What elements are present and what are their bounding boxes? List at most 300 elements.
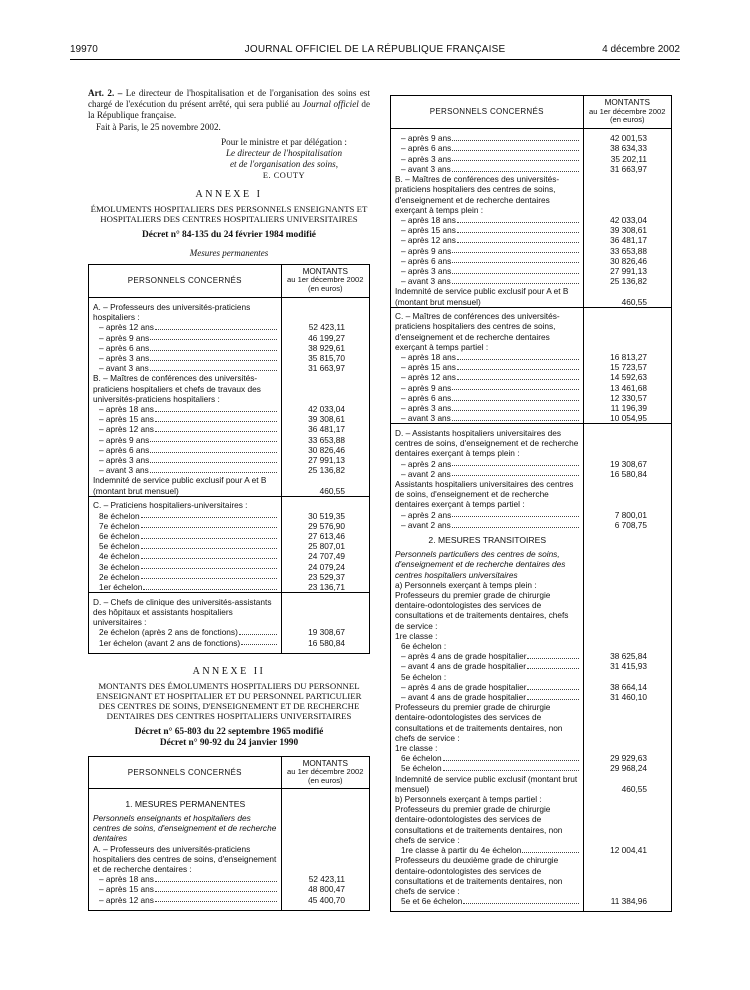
row-value: 7 800,01 bbox=[614, 509, 647, 520]
dot-leader bbox=[155, 884, 277, 892]
row-value-cell bbox=[583, 311, 671, 352]
table-row bbox=[391, 804, 671, 845]
row-label-cell bbox=[391, 794, 583, 804]
row-value-cell bbox=[281, 844, 369, 875]
row-label: – après 9 ans bbox=[401, 133, 452, 144]
table-header-row bbox=[391, 96, 671, 128]
row-label-dotted bbox=[395, 845, 580, 855]
row-label-cell bbox=[391, 215, 583, 225]
row-label-dotted bbox=[395, 661, 580, 671]
annexe-2-decret-1: Décret n° 65-803 du 22 septembre 1965 modifié bbox=[134, 726, 324, 737]
row-value-cell bbox=[583, 352, 671, 362]
row-label: – après 12 ans bbox=[401, 372, 456, 383]
row-value-cell bbox=[583, 520, 671, 530]
row-label-dotted bbox=[93, 531, 278, 541]
row-value-cell bbox=[281, 874, 369, 884]
row-label-cell bbox=[391, 855, 583, 896]
row-value-cell bbox=[281, 794, 369, 813]
row-label: 1er échelon bbox=[99, 581, 143, 592]
signature-line-1: Pour le ministre et par délégation : bbox=[221, 136, 347, 147]
row-label-dotted bbox=[395, 225, 580, 235]
row-value-cell bbox=[583, 403, 671, 413]
table-row bbox=[89, 572, 369, 582]
row-label-dotted bbox=[93, 884, 278, 894]
row-value: 11 384,96 bbox=[610, 896, 647, 907]
table-row bbox=[391, 372, 671, 382]
row-label-dotted bbox=[395, 215, 580, 225]
row-value: 460,55 bbox=[621, 783, 647, 794]
table-row bbox=[89, 531, 369, 541]
row-label-cell bbox=[89, 333, 281, 343]
dot-leader bbox=[155, 424, 277, 432]
dot-leader bbox=[452, 403, 578, 411]
table-row bbox=[391, 845, 671, 855]
row-value-cell bbox=[583, 661, 671, 671]
table-row bbox=[391, 763, 671, 773]
row-value: 16 580,84 bbox=[610, 468, 647, 479]
row-label: – avant 4 ans de grade hospitalier bbox=[401, 661, 527, 672]
row-label-cell bbox=[89, 562, 281, 572]
row-value-cell bbox=[281, 435, 369, 445]
row-label: 1er échelon (avant 2 ans de fonctions) bbox=[99, 637, 241, 648]
row-label-dotted bbox=[395, 510, 580, 520]
row-value: 48 800,47 bbox=[308, 884, 345, 895]
row-label-cell bbox=[391, 520, 583, 530]
table-row bbox=[391, 235, 671, 245]
row-label-dotted bbox=[395, 246, 580, 256]
row-value: 29 576,90 bbox=[308, 520, 345, 531]
spacer-cell bbox=[89, 648, 281, 653]
row-label-cell bbox=[391, 672, 583, 682]
table-row bbox=[391, 383, 671, 393]
signature-line-2: Le directeur de l'hospitalisation bbox=[225, 147, 343, 158]
row-label-dotted bbox=[93, 333, 278, 343]
row-value-cell bbox=[281, 404, 369, 414]
row-label-dotted bbox=[395, 143, 580, 153]
row-label: 1re classe : bbox=[395, 743, 438, 754]
row-value-cell bbox=[583, 753, 671, 763]
row-label-dotted bbox=[395, 520, 580, 530]
row-label: – avant 2 ans bbox=[401, 468, 451, 479]
table-row bbox=[89, 435, 369, 445]
table-row bbox=[391, 276, 671, 286]
table-row bbox=[89, 455, 369, 465]
row-label: Indemnité de service public exclusif pour A et B (montant brut mensuel) bbox=[93, 475, 267, 496]
table-row bbox=[391, 672, 671, 682]
table-row bbox=[391, 631, 671, 641]
row-label: – après 9 ans bbox=[401, 382, 452, 393]
row-value: 12 004,41 bbox=[610, 845, 647, 856]
dot-leader bbox=[150, 445, 276, 453]
dot-leader bbox=[141, 562, 277, 570]
row-value: 52 423,11 bbox=[308, 874, 345, 885]
table-row bbox=[89, 414, 369, 424]
row-label-dotted bbox=[93, 582, 278, 592]
row-sublabel: 5e échelon : bbox=[401, 671, 447, 682]
row-value-cell bbox=[583, 383, 671, 393]
dot-leader bbox=[141, 531, 277, 539]
table-row bbox=[391, 143, 671, 153]
row-label: – après 12 ans bbox=[99, 322, 154, 333]
row-value: 31 460,10 bbox=[610, 692, 647, 703]
spacer-cell bbox=[89, 905, 281, 910]
row-value-cell bbox=[281, 884, 369, 894]
row-value: 16 813,27 bbox=[610, 352, 647, 363]
col-header-montants-l1: MONTANTS bbox=[604, 98, 650, 107]
row-sublabel: 6e échelon : bbox=[401, 641, 447, 652]
row-value-cell bbox=[583, 672, 671, 682]
row-value-cell bbox=[281, 813, 369, 844]
table-row bbox=[89, 404, 369, 414]
signature-block bbox=[198, 137, 370, 181]
table-row bbox=[391, 164, 671, 174]
row-value: 42 001,53 bbox=[610, 133, 647, 144]
header-rule bbox=[70, 59, 680, 60]
row-value-cell bbox=[281, 343, 369, 353]
row-value-cell bbox=[281, 562, 369, 572]
dot-leader bbox=[150, 363, 277, 371]
row-label: Professeurs du deuxième grade de chirurgie dentaire-odontologistes des services de consultations et de traitements dentaires, non chefs de service : bbox=[395, 855, 563, 896]
row-label-cell bbox=[89, 551, 281, 561]
row-value: 45 400,70 bbox=[308, 894, 345, 905]
row-label-cell bbox=[391, 530, 583, 549]
row-value-cell bbox=[281, 373, 369, 404]
row-label-cell bbox=[391, 311, 583, 352]
table-row bbox=[89, 322, 369, 332]
row-label-cell bbox=[89, 353, 281, 363]
row-value-cell bbox=[281, 511, 369, 521]
row-label: – après 6 ans bbox=[401, 392, 452, 403]
row-label-cell bbox=[391, 174, 583, 215]
row-label: b) Personnels exerçant à temps partiel : bbox=[395, 794, 542, 805]
row-value-cell bbox=[583, 763, 671, 773]
dot-leader bbox=[522, 845, 578, 853]
row-label: – après 2 ans bbox=[401, 458, 452, 469]
row-label-cell bbox=[391, 256, 583, 266]
row-value: 23 529,37 bbox=[308, 571, 345, 582]
row-value-cell bbox=[583, 641, 671, 651]
table-row bbox=[89, 521, 369, 531]
table-row bbox=[391, 580, 671, 590]
row-label-cell bbox=[391, 393, 583, 403]
table-row bbox=[89, 500, 369, 510]
row-label-cell bbox=[89, 404, 281, 414]
col-header-montants-l3: (en euros) bbox=[609, 115, 645, 125]
table-row bbox=[89, 465, 369, 475]
annexe-2-title: MONTANTS DES ÉMOLUMENTS HOSPITALIERS DU PERSONNEL ENSEIGNANT ET HOSPITALIER ET DU PERSONNEL PARTICULIER DES CENTRES DE SOINS, D'ENSEIGNEMENT ET DE RECHERCHE DENTAIRES DES CENTRES HOSPITALIERS UNIVERSITAIRES bbox=[96, 680, 362, 722]
table-annexe-2-continued bbox=[390, 95, 672, 912]
dot-leader bbox=[457, 362, 579, 370]
row-label-dotted bbox=[395, 276, 580, 286]
table-row bbox=[391, 520, 671, 530]
dot-leader bbox=[239, 627, 277, 635]
row-label: – après 6 ans bbox=[401, 255, 452, 266]
row-label: – après 18 ans bbox=[99, 874, 154, 885]
row-label-cell bbox=[391, 763, 583, 773]
row-value: 11 196,39 bbox=[610, 403, 647, 414]
row-value-cell bbox=[281, 597, 369, 628]
row-label: – avant 3 ans bbox=[99, 465, 149, 476]
dot-leader bbox=[457, 225, 579, 233]
dot-leader bbox=[155, 874, 277, 882]
dot-leader bbox=[457, 372, 579, 380]
table-header-row bbox=[89, 757, 369, 789]
row-label-dotted bbox=[93, 465, 278, 475]
dot-leader bbox=[141, 572, 277, 580]
row-label-dotted bbox=[93, 322, 278, 332]
row-value: 33 653,88 bbox=[610, 245, 647, 256]
row-value: 16 580,84 bbox=[308, 637, 345, 648]
table-row bbox=[391, 225, 671, 235]
row-value-cell bbox=[583, 479, 671, 510]
col-header-montants-l3: (en euros) bbox=[307, 283, 343, 293]
row-label-cell bbox=[391, 383, 583, 393]
row-value: 24 707,49 bbox=[308, 551, 345, 562]
row-label-dotted bbox=[395, 362, 580, 372]
dot-leader bbox=[457, 235, 579, 243]
row-label: 7e échelon bbox=[99, 520, 140, 531]
row-value-cell bbox=[583, 580, 671, 590]
row-value: 14 592,63 bbox=[610, 372, 647, 383]
row-label: – après 4 ans de grade hospitalier bbox=[401, 681, 527, 692]
row-value: 30 826,46 bbox=[308, 444, 345, 455]
row-label-cell bbox=[391, 651, 583, 661]
row-label-dotted bbox=[395, 651, 580, 661]
row-label: 6e échelon bbox=[401, 753, 442, 764]
row-label-cell bbox=[391, 641, 583, 651]
annexe-1-decret: Décret n° 84-135 du 24 février 1984 modifié bbox=[142, 230, 316, 241]
row-label-cell bbox=[89, 302, 281, 322]
table-row bbox=[391, 549, 671, 580]
row-label: – après 15 ans bbox=[99, 884, 154, 895]
spacer-cell bbox=[583, 906, 671, 911]
row-label-dotted bbox=[93, 414, 278, 424]
table-annexe-1 bbox=[88, 264, 370, 654]
row-label: 8e échelon bbox=[99, 510, 140, 521]
row-label: – après 15 ans bbox=[99, 414, 154, 425]
row-label-dotted bbox=[395, 235, 580, 245]
row-label: A. – Professeurs des universités-praticiens hospitaliers des centres de soins, d'enseignement et de recherche dentaires : bbox=[93, 843, 277, 875]
row-label: – après 3 ans bbox=[401, 265, 452, 276]
row-label: – après 6 ans bbox=[99, 444, 150, 455]
article-journal: Journal officiel bbox=[302, 99, 359, 110]
dot-leader bbox=[150, 353, 276, 361]
row-value-cell bbox=[281, 541, 369, 551]
row-label-dotted bbox=[395, 692, 580, 702]
table-row bbox=[89, 597, 369, 628]
section-subheading: Personnels enseignants et hospitaliers des centres de soins, d'enseignement et de recherche dentaires bbox=[93, 813, 277, 844]
section-subheading: Personnels particuliers des centres de soins, d'enseignement et de recherche dentaires des centres hospitaliers universitaires bbox=[395, 549, 566, 580]
dot-leader bbox=[143, 582, 276, 590]
dot-leader bbox=[452, 276, 579, 284]
row-label-cell bbox=[391, 133, 583, 143]
dot-leader bbox=[150, 465, 277, 473]
spacer-cell bbox=[281, 648, 369, 653]
row-label-cell bbox=[89, 424, 281, 434]
row-value-cell bbox=[583, 215, 671, 225]
table-row bbox=[89, 627, 369, 637]
article-text-1: Le directeur de l'hospitalisation et de l'organisation des soins est chargé de l'exécution du présent arrêté, qui sera publié au bbox=[88, 88, 370, 110]
row-value-cell bbox=[583, 428, 671, 459]
row-label-cell bbox=[391, 276, 583, 286]
table-row bbox=[391, 774, 671, 794]
row-value: 42 033,04 bbox=[610, 214, 647, 225]
row-label-dotted bbox=[395, 352, 580, 362]
row-label-dotted bbox=[395, 763, 580, 773]
row-value-cell bbox=[583, 413, 671, 424]
row-label-cell bbox=[89, 500, 281, 510]
dot-leader bbox=[155, 414, 277, 422]
row-label: 2e échelon (après 2 ans de fonctions) bbox=[99, 627, 238, 638]
row-label-dotted bbox=[395, 459, 580, 469]
row-label-dotted bbox=[93, 363, 278, 373]
row-label-dotted bbox=[93, 874, 278, 884]
row-value-cell bbox=[281, 638, 369, 648]
right-column bbox=[390, 95, 672, 912]
dot-leader bbox=[527, 661, 578, 669]
row-value: 42 033,04 bbox=[308, 404, 345, 415]
row-label: – avant 2 ans bbox=[401, 519, 451, 530]
row-label-dotted bbox=[395, 164, 580, 174]
row-value-cell bbox=[281, 475, 369, 496]
table-row bbox=[89, 562, 369, 572]
row-label-cell bbox=[89, 582, 281, 593]
table-row bbox=[89, 302, 369, 322]
row-label-cell bbox=[391, 469, 583, 479]
row-value: 19 308,67 bbox=[308, 627, 345, 638]
row-label-cell bbox=[89, 363, 281, 373]
row-label-cell bbox=[89, 627, 281, 637]
row-value-cell bbox=[281, 500, 369, 510]
table-row bbox=[89, 511, 369, 521]
row-value: 30 519,35 bbox=[308, 510, 345, 521]
dot-leader bbox=[457, 352, 579, 360]
table-row bbox=[391, 246, 671, 256]
row-value: 35 815,70 bbox=[308, 353, 345, 364]
table-spacer bbox=[89, 648, 369, 653]
row-value: 460,55 bbox=[319, 485, 345, 496]
row-label-dotted bbox=[395, 154, 580, 164]
table-row bbox=[89, 343, 369, 353]
row-label: D. – Chefs de clinique des universités-assistants des hôpitaux et assistants hospitaliers universitaires : bbox=[93, 596, 272, 628]
row-value-cell bbox=[281, 363, 369, 373]
row-value: 10 054,95 bbox=[610, 413, 647, 424]
row-label-cell bbox=[89, 511, 281, 521]
article-text bbox=[88, 88, 370, 122]
row-label: Indemnité de service public exclusif pour A et B (montant brut mensuel) bbox=[395, 286, 569, 307]
row-label-cell bbox=[89, 475, 281, 496]
row-value: 460,55 bbox=[621, 296, 647, 307]
row-value-cell bbox=[281, 531, 369, 541]
row-value-cell bbox=[583, 286, 671, 307]
row-label-cell bbox=[391, 804, 583, 845]
col-header-montants-l1: MONTANTS bbox=[302, 758, 348, 768]
row-value-cell bbox=[281, 322, 369, 332]
row-value-cell bbox=[281, 551, 369, 561]
row-label-cell bbox=[89, 638, 281, 648]
row-value: 52 423,11 bbox=[308, 322, 345, 333]
row-value: 29 929,63 bbox=[610, 753, 647, 764]
table-spacer bbox=[89, 905, 369, 910]
row-label: – après 12 ans bbox=[99, 424, 154, 435]
row-label: – après 3 ans bbox=[401, 403, 452, 414]
row-label: – après 3 ans bbox=[99, 353, 150, 364]
row-value: 31 663,97 bbox=[308, 363, 345, 374]
col-header-montants bbox=[281, 265, 369, 297]
row-label-cell bbox=[391, 164, 583, 174]
table-1-body bbox=[89, 297, 369, 653]
row-label-cell bbox=[391, 510, 583, 520]
table-row bbox=[89, 353, 369, 363]
row-value-cell bbox=[281, 353, 369, 363]
row-label: 3e échelon bbox=[99, 561, 140, 572]
dot-leader bbox=[452, 383, 578, 391]
table-row bbox=[89, 475, 369, 496]
row-label-dotted bbox=[93, 435, 278, 445]
col-header-personnels: PERSONNELS CONCERNÉS bbox=[89, 757, 281, 789]
row-label-dotted bbox=[93, 455, 278, 465]
row-value-cell bbox=[281, 445, 369, 455]
row-value-cell bbox=[281, 521, 369, 531]
table-row bbox=[391, 479, 671, 510]
journal-title: JOURNAL OFFICIEL DE LA RÉPUBLIQUE FRANÇAISE bbox=[244, 44, 506, 55]
row-value-cell bbox=[583, 246, 671, 256]
row-label: – avant 3 ans bbox=[401, 276, 451, 287]
row-value: 46 199,27 bbox=[308, 332, 345, 343]
annexe-1-title: ÉMOLUMENTS HOSPITALIERS DES PERSONNELS ENSEIGNANTS ET HOSPITALIERS DES CENTRES HOSPITALIERS UNIVERSITAIRES bbox=[90, 203, 368, 225]
row-value-cell bbox=[281, 333, 369, 343]
left-column bbox=[88, 88, 370, 911]
row-label-dotted bbox=[93, 572, 278, 582]
row-value-cell bbox=[583, 164, 671, 174]
table-spacer bbox=[391, 906, 671, 911]
row-value: 35 202,11 bbox=[610, 153, 647, 164]
row-value-cell bbox=[583, 804, 671, 845]
dot-leader bbox=[452, 469, 579, 477]
table-row bbox=[89, 333, 369, 343]
dot-leader bbox=[452, 256, 578, 264]
row-label-dotted bbox=[93, 353, 278, 363]
row-value: 15 723,57 bbox=[610, 362, 647, 373]
table-row bbox=[391, 133, 671, 143]
row-label: Assistants hospitaliers universitaires des centres de soins, d'enseignement et de recherche dentaires exerçant à temps partiel : bbox=[395, 478, 574, 510]
row-label: 5e échelon bbox=[401, 763, 442, 774]
row-value-cell bbox=[281, 414, 369, 424]
row-label: Professeurs du premier grade de chirurgie dentaire-odontologistes des services de consultations et de traitements dentaires, non chefs de service : bbox=[395, 702, 563, 743]
dot-leader bbox=[452, 520, 579, 528]
annexe-1-subtitle: Mesures permanentes bbox=[189, 247, 269, 258]
col-header-montants-l2: au 1er décembre 2002 bbox=[287, 767, 364, 777]
table-row bbox=[391, 510, 671, 520]
dot-leader bbox=[155, 322, 277, 330]
table-row bbox=[391, 753, 671, 763]
row-value-cell bbox=[281, 895, 369, 905]
table-row bbox=[391, 692, 671, 702]
row-label-cell bbox=[391, 352, 583, 362]
dot-leader bbox=[141, 521, 277, 529]
row-label-cell bbox=[391, 372, 583, 382]
row-label: – après 18 ans bbox=[99, 404, 154, 415]
row-value-cell bbox=[583, 702, 671, 743]
table-row bbox=[391, 403, 671, 413]
page-header bbox=[70, 44, 680, 58]
dot-leader bbox=[452, 154, 578, 162]
table-row bbox=[391, 651, 671, 661]
row-label-cell bbox=[89, 884, 281, 894]
dot-leader bbox=[463, 896, 578, 904]
row-label-dotted bbox=[93, 343, 278, 353]
row-value: 27 991,13 bbox=[610, 265, 647, 276]
